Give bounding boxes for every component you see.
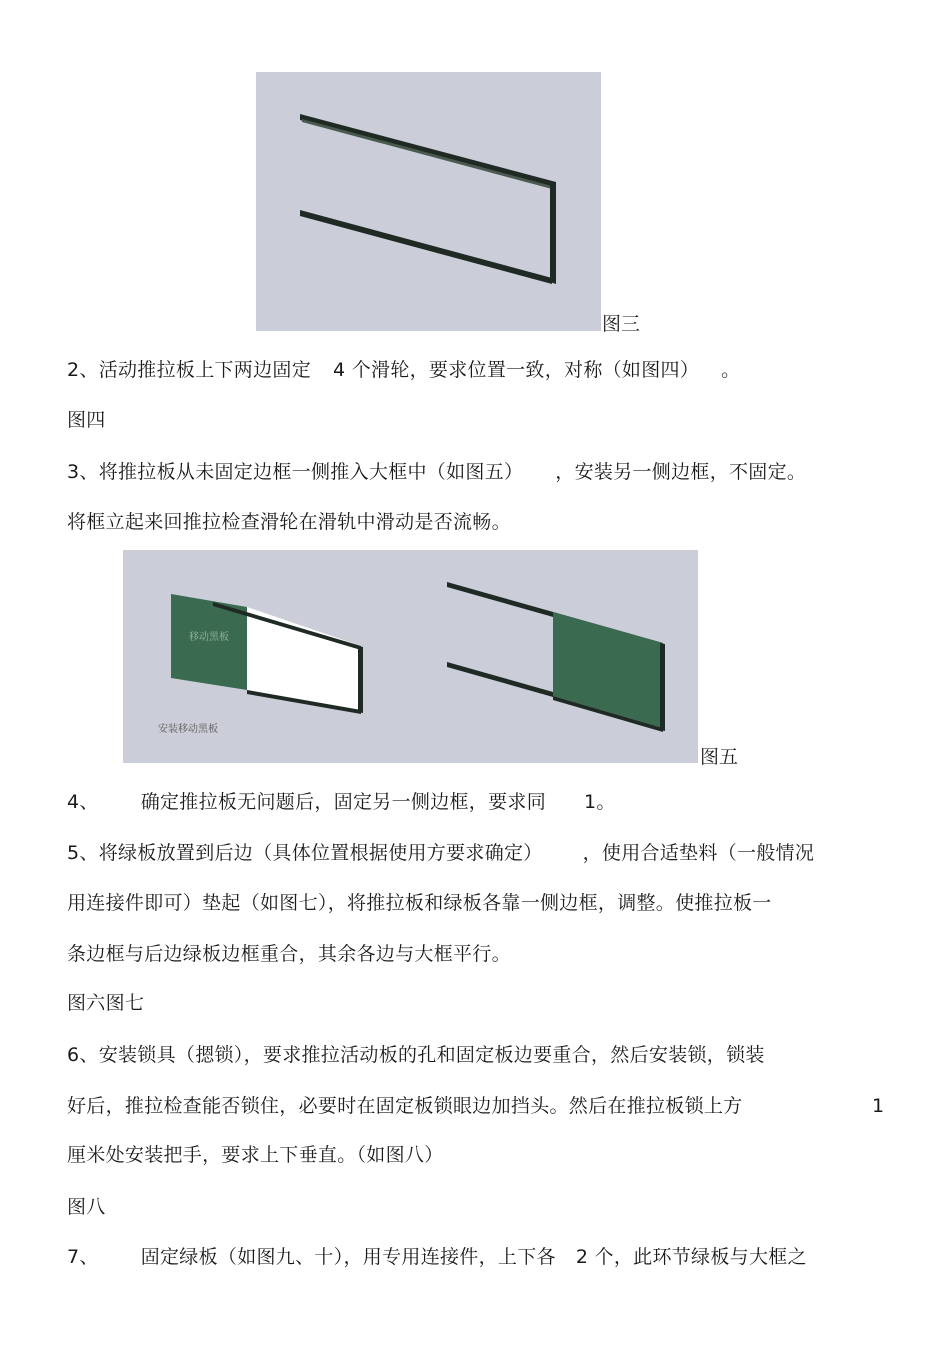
paragraph-6-line-2: 好后，推拉检查能否锁住，必要时在固定板锁眼边加挡头。然后在推拉板锁上方 xyxy=(67,1095,743,1117)
paragraph-5-line-2: 用连接件即可）垫起（如图七），将推拉板和绿板各靠一侧边框，调整。使推拉板一 xyxy=(67,892,772,914)
install-label: 安装移动黑板 xyxy=(158,724,218,735)
paragraph-3-line-1: 3、将推拉板从未固定边框一侧推入大框中（如图五） ，安装另一侧边框，不固定。 xyxy=(67,461,807,483)
figure-4-label: 图四 xyxy=(67,409,106,431)
paragraph-4: 4、 确定推拉板无问题后，固定另一侧边框，要求同 1。 xyxy=(67,791,616,813)
figure-3-caption: 图三 xyxy=(602,313,641,335)
paragraph-6-line-3: 厘米处安装把手，要求上下垂直。（如图八） xyxy=(67,1144,444,1166)
paragraph-2: 2、活动推拉板上下两边固定 4 个滑轮，要求位置一致，对称（如图四） 。 xyxy=(67,359,741,381)
paragraph-7: 7、 固定绿板（如图九、十），用专用连接件，上下各 2 个，此环节绿板与大框之 xyxy=(67,1246,807,1268)
figure-8-label: 图八 xyxy=(67,1196,106,1218)
sliding-board-install-drawing xyxy=(123,550,698,763)
figure-6-7-label: 图六图七 xyxy=(67,992,145,1014)
figure-5-caption: 图五 xyxy=(700,746,739,768)
paragraph-6-line-1: 6、安装锁具（摁锁），要求推拉活动板的孔和固定板边要重合，然后安装锁，锁装 xyxy=(67,1044,765,1066)
board-inner-label: 移动黑板 xyxy=(189,632,229,643)
paragraph-5-line-3: 条边框与后边绿板边框重合，其余各边与大框平行。 xyxy=(67,943,511,965)
paragraph-3-line-2: 将框立起来回推拉检查滑轮在滑轨中滑动是否流畅。 xyxy=(67,511,511,533)
figure-5-image xyxy=(123,550,698,763)
frame-rails-drawing xyxy=(256,72,601,331)
figure-3-image xyxy=(256,72,601,331)
paragraph-6-number: 1 xyxy=(872,1095,885,1117)
paragraph-5-line-1: 5、将绿板放置到后边（具体位置根据使用方要求确定） ，使用合适垫料（一般情况 xyxy=(67,842,815,864)
